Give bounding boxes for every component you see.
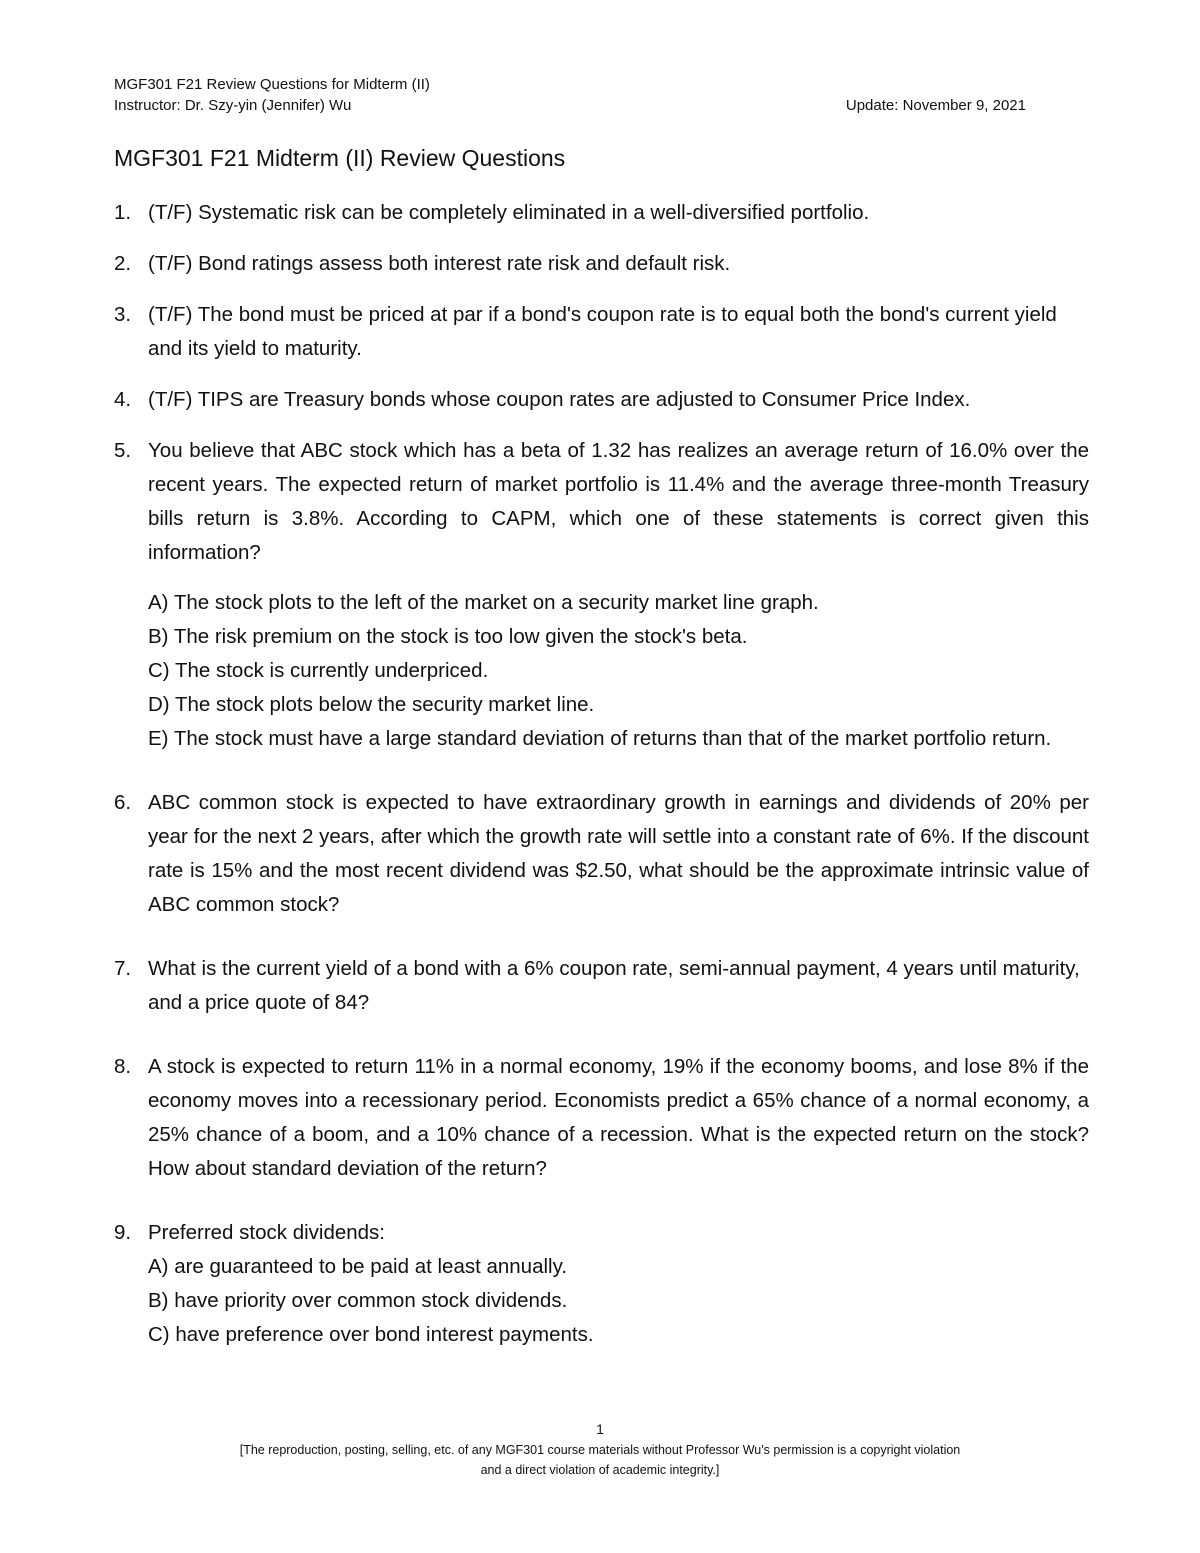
question-number: 4. (114, 388, 132, 411)
question-number: 2. (114, 252, 132, 275)
question-text: ABC common stock is expected to have extraordinary growth in earnings and dividends of 20% per year for the next 2 years, after which the growth rate will settle into a constant rate of 6%. If the discount rate is 15% and the most recent dividend was $2.50, what should be the approximate intrinsic value of ABC common stock? (148, 791, 1089, 916)
copyright-notice-line-1: [The reproduction, posting, selling, etc. of any MGF301 course materials without Professor Wu's permission is a copyright violation (239, 1443, 961, 1457)
option-e: E) The stock must have a large standard deviation of returns than that of the market portfolio return. (148, 727, 1052, 750)
question-4 (114, 383, 1089, 417)
instructor-line: Instructor: Dr. Szy-yin (Jennifer) Wu (114, 97, 352, 114)
option-a: A) are guaranteed to be paid at least annually. (148, 1255, 568, 1278)
question-text: A stock is expected to return 11% in a normal economy, 19% if the economy booms, and lose 8% if the economy moves into a recessionary period. Economists predict a 65% chance of a normal economy, a 25% chance of a boom, and a 10% chance of a recession. What is the expected return on the stock? How about standard deviation of the return? (148, 1055, 1089, 1180)
header-row (114, 95, 1026, 116)
option-d: D) The stock plots below the security market line. (148, 693, 595, 716)
question-1 (114, 196, 1089, 230)
question-number: 7. (114, 957, 132, 980)
question-text: (T/F) Bond ratings assess both interest rate risk and default risk. (148, 252, 731, 275)
course-line: MGF301 F21 Review Questions for Midterm (II) (114, 76, 430, 93)
question-number: 5. (114, 439, 132, 462)
question-5 (114, 434, 1089, 756)
question-number: 9. (114, 1221, 132, 1244)
update-date: Update: November 9, 2021 (845, 97, 1026, 114)
page-footer (0, 1418, 1200, 1480)
option-c: C) have preference over bond interest payments. (148, 1323, 594, 1346)
question-body (148, 1216, 1089, 1352)
option-a: A) The stock plots to the left of the market on a security market line graph. (148, 591, 819, 614)
question-text: (T/F) Systematic risk can be completely eliminated in a well-diversified portfolio. (148, 201, 870, 224)
question-number: 6. (114, 791, 132, 814)
question-number: 3. (114, 303, 132, 326)
question-body (148, 434, 1089, 756)
question-7 (114, 952, 1089, 1020)
option-b: B) The risk premium on the stock is too low given the stock's beta. (148, 625, 748, 648)
question-text: (T/F) TIPS are Treasury bonds whose coupon rates are adjusted to Consumer Price Index. (148, 388, 971, 411)
copyright-notice-line-2: and a direct violation of academic integrity.] (480, 1463, 720, 1477)
question-text: Preferred stock dividends: (148, 1221, 386, 1244)
question-text: What is the current yield of a bond with a 6% coupon rate, semi-annual payment, 4 years until maturity, and a price quote of 84? (148, 957, 1080, 1014)
answer-options (148, 1250, 1089, 1352)
answer-options (148, 586, 1089, 756)
question-text: You believe that ABC stock which has a beta of 1.32 has realizes an average return of 16.0% over the recent years. The expected return of market portfolio is 11.4% and the average three-month Treasury bills return is 3.8%. According to CAPM, which one of these statements is correct given this information? (148, 439, 1089, 564)
page-number: 1 (596, 1421, 604, 1437)
option-b: B) have priority over common stock dividends. (148, 1289, 568, 1312)
question-6 (114, 786, 1089, 922)
question-number: 8. (114, 1055, 132, 1078)
question-9 (114, 1216, 1089, 1352)
question-list (114, 196, 1089, 1369)
question-3 (114, 298, 1089, 366)
option-c: C) The stock is currently underpriced. (148, 659, 489, 682)
question-text: (T/F) The bond must be priced at par if a bond's coupon rate is to equal both the bond's current yield and its yield to maturity. (148, 303, 1057, 360)
question-number: 1. (114, 201, 132, 224)
question-2 (114, 247, 1089, 281)
page-title: MGF301 F21 Midterm (II) Review Questions (114, 145, 566, 171)
question-8 (114, 1050, 1089, 1186)
page-header (114, 74, 1026, 116)
